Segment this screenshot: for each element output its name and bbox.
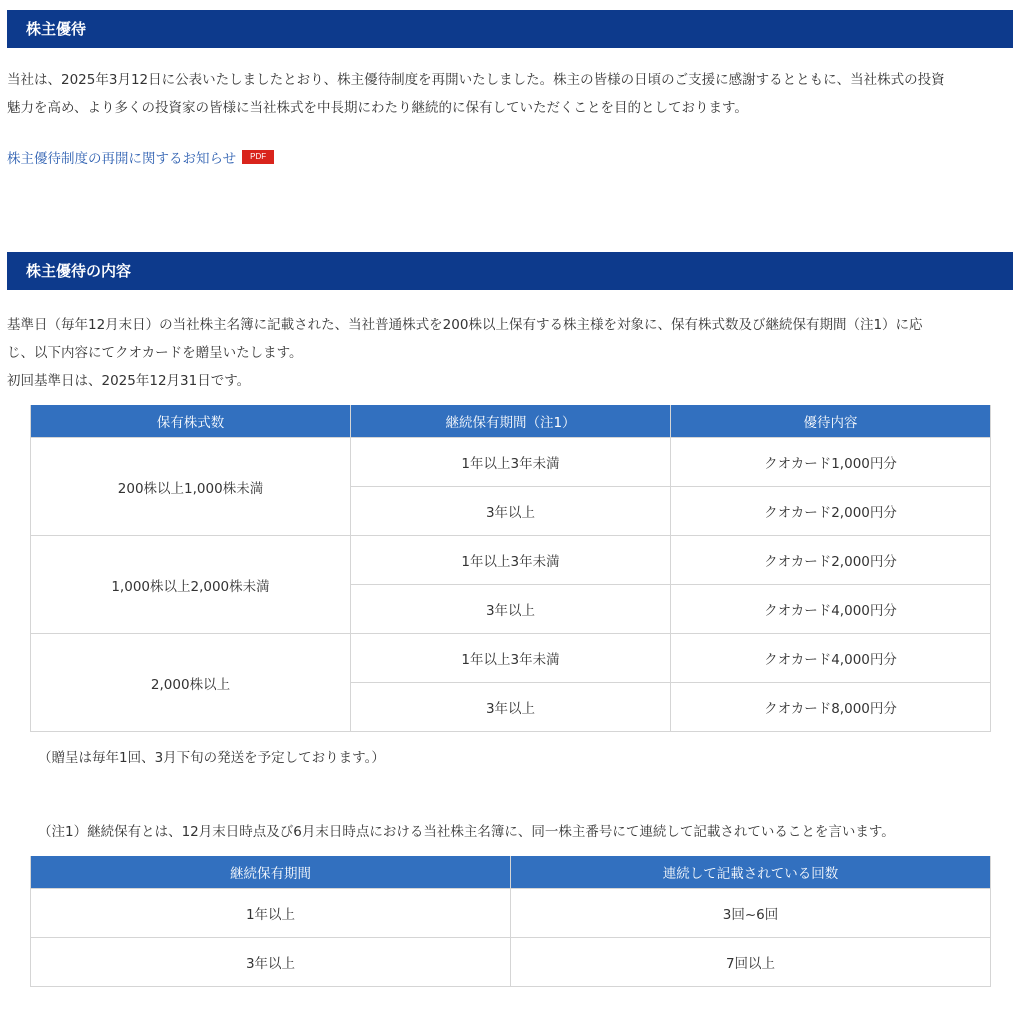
period-cell: 3年以上 [31,938,511,987]
period-cell: 1年以上3年未満 [351,438,671,487]
period-cell: 1年以上3年未満 [351,536,671,585]
shares-cell: 200株以上1,000株未満 [31,438,351,536]
intro-paragraph [7,66,1017,122]
period-cell: 3年以上 [351,585,671,634]
column-header-holding-period: 継続保有期間 [31,856,511,889]
benefit-cell: クオカード2,000円分 [671,536,991,585]
table-row [31,634,991,683]
holding-period-table [30,856,991,987]
count-cell: 3回~6回 [511,889,991,938]
intro-line: 当社は、2025年3月12日に公表いたしましたとおり、株主優待制度を再開いたしました。株主の皆様の日頃のご支援に感謝するとともに、当社株式の投資 [7,72,945,88]
period-cell: 3年以上 [351,683,671,732]
shares-cell: 1,000株以上2,000株未満 [31,536,351,634]
period-cell: 1年以上 [31,889,511,938]
table-header-row [31,856,991,889]
notice-pdf-link[interactable]: 株主優待制度の再開に関するお知らせ [7,151,237,167]
section-header-benefits [7,10,1013,48]
benefit-cell: クオカード8,000円分 [671,683,991,732]
column-header-record-count: 連続して記載されている回数 [511,856,991,889]
pdf-icon[interactable]: PDF [242,150,274,164]
section-title: 株主優待 [26,20,87,38]
table-row [31,438,991,487]
description-line: じ、以下内容にてクオカードを贈呈いたします。 [7,345,303,361]
period-cell: 3年以上 [351,487,671,536]
count-cell: 7回以上 [511,938,991,987]
period-cell: 1年以上3年未満 [351,634,671,683]
benefit-description [7,311,1017,395]
table-row [31,938,991,987]
column-header-benefit: 優待内容 [671,405,991,438]
section-title: 株主優待の内容 [26,262,132,280]
table-header-row [31,405,991,438]
description-line: 初回基準日は、2025年12月31日です。 [7,373,251,389]
intro-line: 魅力を高め、より多くの投資家の皆様に当社株式を中長期にわたり継続的に保有していただくことを目的としております。 [7,100,748,116]
notice-link-row [7,145,274,169]
benefit-cell: クオカード2,000円分 [671,487,991,536]
description-line: 基準日（毎年12月末日）の当社株主名簿に記載された、当社普通株式を200株以上保有する株主様を対象に、保有株式数及び継続保有期間（注1）に応 [7,317,923,333]
table-row [31,536,991,585]
benefit-cell: クオカード4,000円分 [671,634,991,683]
table-row [31,889,991,938]
benefit-table [30,405,991,732]
benefit-cell: クオカード4,000円分 [671,585,991,634]
column-header-period: 継続保有期間（注1） [351,405,671,438]
section-header-benefit-details [7,252,1013,290]
column-header-shares: 保有株式数 [31,405,351,438]
footnote-1: （注1）継続保有とは、12月末日時点及び6月末日時点における当社株主名簿に、同一株主番号にて連続して記載されていることを言います。 [38,824,895,840]
benefit-cell: クオカード1,000円分 [671,438,991,487]
shares-cell: 2,000株以上 [31,634,351,732]
delivery-note: （贈呈は毎年1回、3月下旬の発送を予定しております。） [38,750,385,766]
